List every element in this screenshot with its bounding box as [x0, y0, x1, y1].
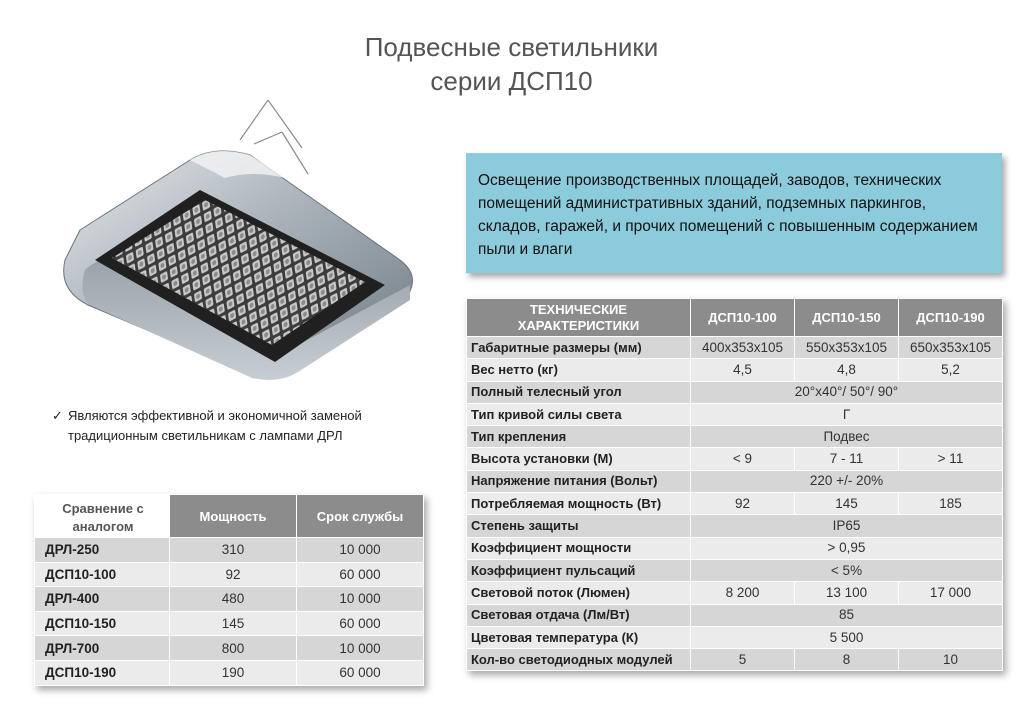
compare-row-value: 145	[170, 611, 297, 636]
spec-row-label: Потребляемая мощность (Вт)	[467, 493, 691, 515]
compare-row-label: ДРЛ-700	[35, 636, 170, 661]
compare-table	[34, 494, 424, 686]
spec-header-model: ДСП10-150	[795, 299, 899, 337]
spec-row-label: Полный телесный угол	[467, 381, 691, 403]
spec-row-value: 5,2	[899, 359, 1003, 381]
spec-row-value: 5 500	[691, 626, 1003, 648]
compare-row-value: 60 000	[297, 562, 424, 587]
spec-row-value: 4,8	[795, 359, 899, 381]
compare-row-label: ДРЛ-250	[35, 538, 170, 563]
spec-row-label: Кол-во светодиодных модулей	[467, 649, 691, 671]
spec-row-label: Тип кривой силы света	[467, 403, 691, 425]
compare-header-lifetime: Срок службы	[297, 495, 424, 538]
title-line-2: серии ДСП10	[430, 66, 593, 96]
title-line-1: Подвесные светильники	[364, 32, 659, 62]
spec-header-model: ДСП10-100	[691, 299, 795, 337]
advantage-bullet	[52, 406, 422, 446]
compare-row	[35, 587, 424, 612]
spec-row-label: Цветовая температура (К)	[467, 626, 691, 648]
compare-row-value: 10 000	[297, 587, 424, 612]
spec-row	[467, 537, 1003, 559]
compare-row	[35, 562, 424, 587]
spec-row-value: 650x353x105	[899, 337, 1003, 359]
compare-row-label: ДСП10-150	[35, 611, 170, 636]
spec-row-value: 5	[691, 649, 795, 671]
spec-table-body	[467, 337, 1003, 671]
spec-row-value: 4,5	[691, 359, 795, 381]
spec-row-value: 550x353x105	[795, 337, 899, 359]
spec-row-value: Г	[691, 403, 1003, 425]
spec-row-label: Коэффициент пульсаций	[467, 559, 691, 581]
spec-row-value: < 9	[691, 448, 795, 470]
compare-row-label: ДРЛ-400	[35, 587, 170, 612]
spec-row	[467, 403, 1003, 425]
spec-row-value: 8	[795, 649, 899, 671]
spec-row	[467, 381, 1003, 403]
spec-row	[467, 493, 1003, 515]
spec-row-value: < 5%	[691, 559, 1003, 581]
luminaire-image	[40, 100, 460, 400]
spec-row-label: Габаритные размеры (мм)	[467, 337, 691, 359]
spec-row-label: Тип крепления	[467, 426, 691, 448]
compare-header-row	[35, 495, 424, 538]
check-icon: ✓	[52, 408, 63, 423]
compare-header-power: Мощность	[170, 495, 297, 538]
spec-row-value: 400x353x105	[691, 337, 795, 359]
spec-row	[467, 337, 1003, 359]
spec-header-row	[467, 299, 1003, 337]
compare-row	[35, 660, 424, 685]
compare-row-label: ДСП10-190	[35, 660, 170, 685]
spec-row-value: 20°x40°/ 50°/ 90°	[691, 381, 1003, 403]
spec-row-value: > 0,95	[691, 537, 1003, 559]
compare-row-value: 60 000	[297, 611, 424, 636]
spec-header-model: ДСП10-190	[899, 299, 1003, 337]
advantage-text: Являются эффективной и экономичной заменой традиционным светильникам с лампами ДРЛ	[68, 408, 362, 443]
spec-row-value: IP65	[691, 515, 1003, 537]
compare-row-value: 480	[170, 587, 297, 612]
spec-row	[467, 359, 1003, 381]
spec-row-label: Степень защиты	[467, 515, 691, 537]
spec-row-value: 220 +/- 20%	[691, 470, 1003, 492]
spec-row	[467, 649, 1003, 671]
spec-row	[467, 448, 1003, 470]
compare-row-value: 310	[170, 538, 297, 563]
spec-row-value: 7 - 11	[795, 448, 899, 470]
spec-row-value: 185	[899, 493, 1003, 515]
compare-row	[35, 611, 424, 636]
compare-title: Сравнение с аналогом	[62, 501, 144, 534]
spec-row	[467, 426, 1003, 448]
spec-row	[467, 604, 1003, 626]
spec-row-label: Световая отдача (Лм/Вт)	[467, 604, 691, 626]
spec-row-value: 13 100	[795, 582, 899, 604]
spec-row	[467, 582, 1003, 604]
compare-row	[35, 538, 424, 563]
spec-row-value: 145	[795, 493, 899, 515]
spec-row-value: 17 000	[899, 582, 1003, 604]
spec-row	[467, 626, 1003, 648]
spec-row-label: Вес нетто (кг)	[467, 359, 691, 381]
spec-row	[467, 515, 1003, 537]
compare-row-label: ДСП10-100	[35, 562, 170, 587]
compare-row-value: 10 000	[297, 538, 424, 563]
spec-row-value: 8 200	[691, 582, 795, 604]
spec-row-value: Подвес	[691, 426, 1003, 448]
spec-row-value: 10	[899, 649, 1003, 671]
spec-header-characteristics: ТЕХНИЧЕСКИЕ ХАРАКТЕРИСТИКИ	[467, 299, 691, 337]
compare-row-value: 800	[170, 636, 297, 661]
spec-row-value: 92	[691, 493, 795, 515]
spec-row-label: Световой поток (Люмен)	[467, 582, 691, 604]
compare-row-value: 60 000	[297, 660, 424, 685]
spec-row-value: 85	[691, 604, 1003, 626]
spec-row	[467, 559, 1003, 581]
spec-row-value: > 11	[899, 448, 1003, 470]
application-box: Освещение производственных площадей, заводов, технических помещений административных зданий, подземных паркингов, складов, гаражей, и прочих помещений с повышенным содержанием пыли и влаги	[466, 153, 1002, 273]
spec-row-label: Коэффициент мощности	[467, 537, 691, 559]
compare-row	[35, 636, 424, 661]
compare-row-value: 92	[170, 562, 297, 587]
compare-row-value: 10 000	[297, 636, 424, 661]
compare-header-blank	[35, 495, 170, 538]
compare-row-value: 190	[170, 660, 297, 685]
spec-table	[466, 298, 1003, 671]
spec-row-label: Высота установки (М)	[467, 448, 691, 470]
spec-row-label: Напряжение питания (Вольт)	[467, 470, 691, 492]
compare-table-body	[35, 538, 424, 686]
page-title	[0, 30, 1023, 98]
spec-row	[467, 470, 1003, 492]
